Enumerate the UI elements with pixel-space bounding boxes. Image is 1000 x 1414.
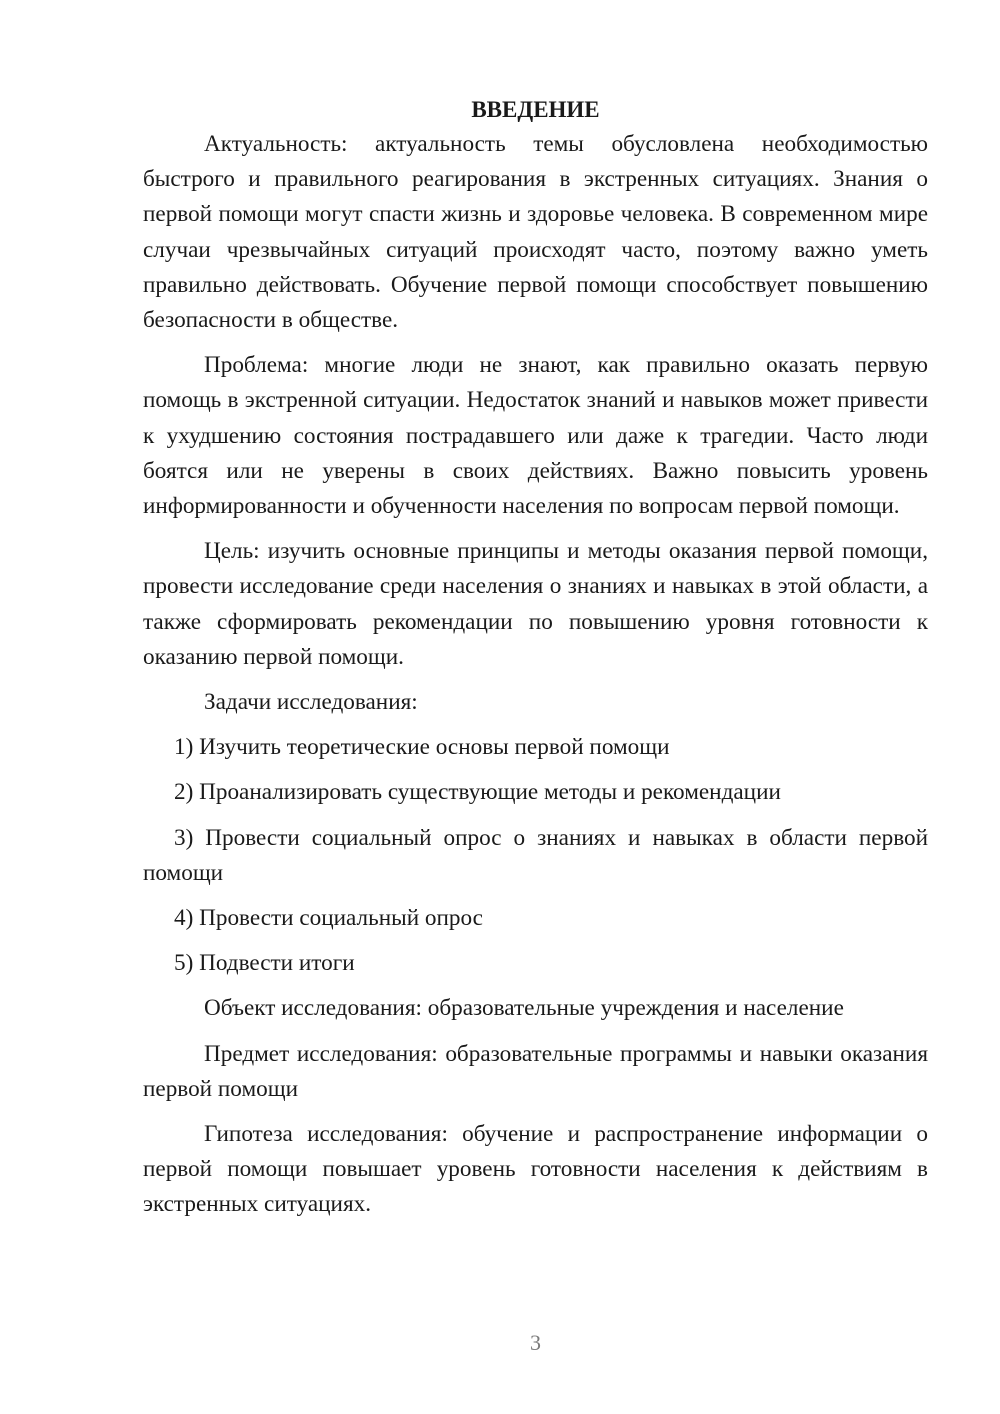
object-paragraph: Объект исследования: образовательные учреждения и население bbox=[204, 995, 844, 1022]
task-item-5: 5) Подвести итоги bbox=[174, 950, 355, 977]
problem-paragraph: Проблема: многие люди не знают, как правильно оказать первую помощь в экстренной ситуации. Недостаток знаний и навыков может привести к ухудшению состояния пострадавшего или даже к трагедии. Часто люди боятся или не уверены в своих действиях. Важно повысить уровень информированности и обученности населения по вопросам первой помощи. bbox=[143, 352, 928, 520]
task-item-3: 3) Провести социальный опрос о знаниях и навыках в области первой помощи bbox=[143, 824, 928, 886]
task-item-4: 4) Провести социальный опрос bbox=[174, 905, 483, 932]
page-number: 3 bbox=[530, 1330, 541, 1355]
goal-paragraph: Цель: изучить основные принципы и методы оказания первой помощи, провести исследование среди населения о знаниях и навыках в этой области, а также сформировать рекомендации по повышению уровня готовности к оказанию первой помощи. bbox=[143, 538, 928, 670]
task-item-1: 1) Изучить теоретические основы первой помощи bbox=[174, 734, 670, 761]
task-item-2: 2) Проанализировать существующие методы и рекомендации bbox=[174, 779, 781, 806]
page-title: ВВЕДЕНИЕ bbox=[471, 97, 600, 122]
page-content bbox=[143, 92, 928, 1223]
relevance-paragraph: Актуальность: актуальность темы обусловлена необходимостью быстрого и правильного реагирования в экстренных ситуациях. Знания о первой помощи могут спасти жизнь и здоровье человека. В современном мире случаи чрезвычайных ситуаций происходят часто, поэтому важно уметь правильно действовать. Обучение первой помощи способствует повышению безопасности в обществе. bbox=[143, 131, 928, 334]
subject-paragraph: Предмет исследования: образовательные программы и навыки оказания первой помощи bbox=[143, 1040, 928, 1102]
tasks-heading: Задачи исследования: bbox=[204, 689, 418, 716]
hypothesis-paragraph: Гипотеза исследования: обучение и распространение информации о первой помощи повышает уровень готовности населения к действиям в экстренных ситуациях. bbox=[143, 1121, 928, 1218]
